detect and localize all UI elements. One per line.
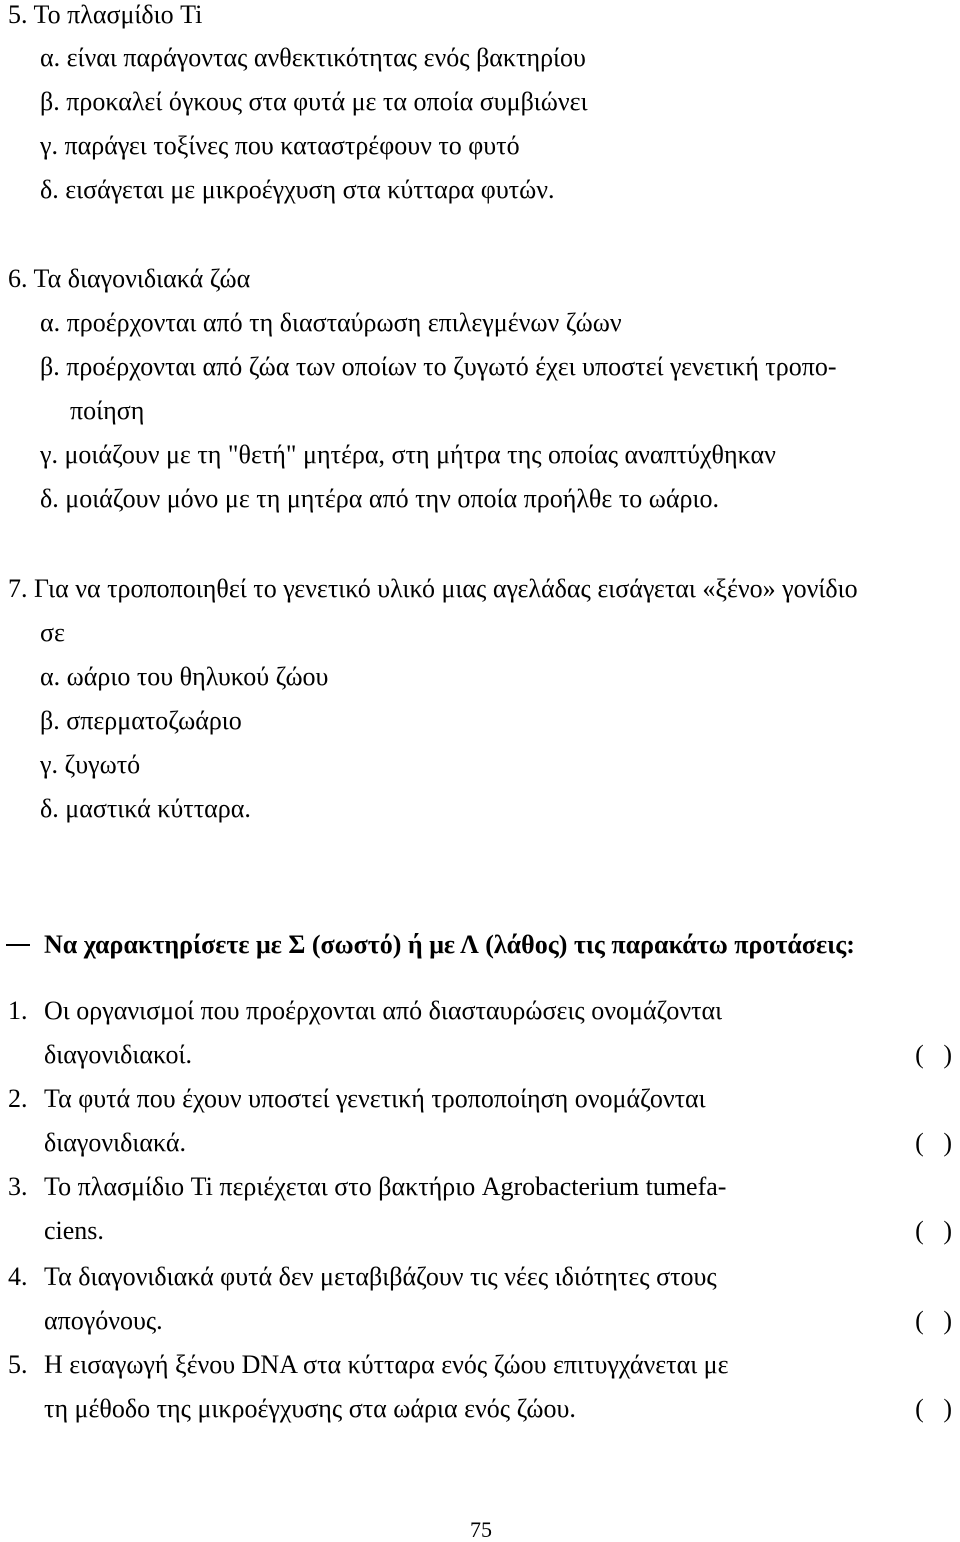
question-6-option-b-line2: ποίηση [70,396,145,425]
statement-2-line1: Τα φυτά που έχουν υποστεί γενετική τροποποίηση ονομάζονται [44,1084,706,1113]
question-5-option-b: β. προκαλεί όγκους στα φυτά με τα οποία συμβιώνει [40,87,588,116]
question-6-option-a: α. προέρχονται από τη διασταύρωση επιλεγμένων ζώων [40,308,622,337]
statement-3-line2: ciens. [44,1216,104,1245]
section-heading: Να χαρακτηρίσετε με Σ (σωστό) ή με Λ (λάθος) τις παρακάτω προτάσεις: [44,930,855,959]
statement-4-answer-blank[interactable]: ( ) [915,1306,952,1335]
statement-1-answer-blank[interactable]: ( ) [915,1040,952,1069]
statement-1-line2: διαγονιδιακοί. [44,1040,193,1069]
question-5-option-d: δ. εισάγεται με μικροέγχυση στα κύτταρα φυτών. [40,175,555,204]
statement-3-number: 3. [8,1172,28,1201]
statement-2-number: 2. [8,1084,28,1113]
statement-2-answer-blank[interactable]: ( ) [915,1128,952,1157]
statement-4-line1: Τα διαγονιδιακά φυτά δεν μεταβιβάζουν τις νέες ιδιότητες στους [44,1262,717,1291]
page-number: 75 [470,1517,492,1542]
statement-1-number: 1. [8,996,28,1025]
statement-5-line2: τη μέθοδο της μικροέγχυσης στα ωάρια ενός ζώου. [44,1394,576,1423]
question-7-option-b: β. σπερματοζωάριο [40,706,242,735]
statement-5-answer-blank[interactable]: ( ) [915,1394,952,1423]
question-6-option-b-line1: β. προέρχονται από ζώα των οποίων το ζυγωτό έχει υποστεί γενετική τροπο- [40,352,837,381]
statement-3-line1: Το πλασμίδιο Ti περιέχεται στο βακτήριο Agrobacterium tumefa- [44,1172,727,1201]
question-5-option-c: γ. παράγει τοξίνες που καταστρέφουν το φυτό [40,131,520,160]
question-7-stem-line1: 7. Για να τροποποιηθεί το γενετικό υλικό μιας αγελάδας εισάγεται «ξένο» γονίδιο [8,574,858,603]
question-7-stem-line2: σε [40,618,65,647]
statement-5-line1: Η εισαγωγή ξένου DNA στα κύτταρα ενός ζώου επιτυγχάνεται με [44,1350,729,1379]
question-7-option-a: α. ωάριο του θηλυκού ζώου [40,662,329,691]
question-6-stem: 6. Τα διαγονιδιακά ζώα [8,264,251,293]
question-6-option-c: γ. μοιάζουν με τη "θετή" μητέρα, στη μήτρα της οποίας αναπτύχθηκαν [40,440,776,469]
question-7-option-d: δ. μαστικά κύτταρα. [40,794,251,823]
statement-4-number: 4. [8,1262,28,1291]
statement-2-line2: διαγονιδιακά. [44,1128,186,1157]
statement-1-line1: Οι οργανισμοί που προέρχονται από διασταυρώσεις ονομάζονται [44,996,723,1025]
statement-3-answer-blank[interactable]: ( ) [915,1216,952,1245]
statement-5-number: 5. [8,1350,28,1379]
question-5-stem: 5. Το πλασμίδιο Ti [8,0,203,29]
question-5-option-a: α. είναι παράγοντας ανθεκτικότητας ενός βακτηρίου [40,43,586,72]
section-bullet-dash [6,944,30,946]
question-7-option-c: γ. ζυγωτό [40,750,141,779]
question-6-option-d: δ. μοιάζουν μόνο με τη μητέρα από την οποία προήλθε το ωάριο. [40,484,719,513]
statement-4-line2: απογόνους. [44,1306,163,1335]
